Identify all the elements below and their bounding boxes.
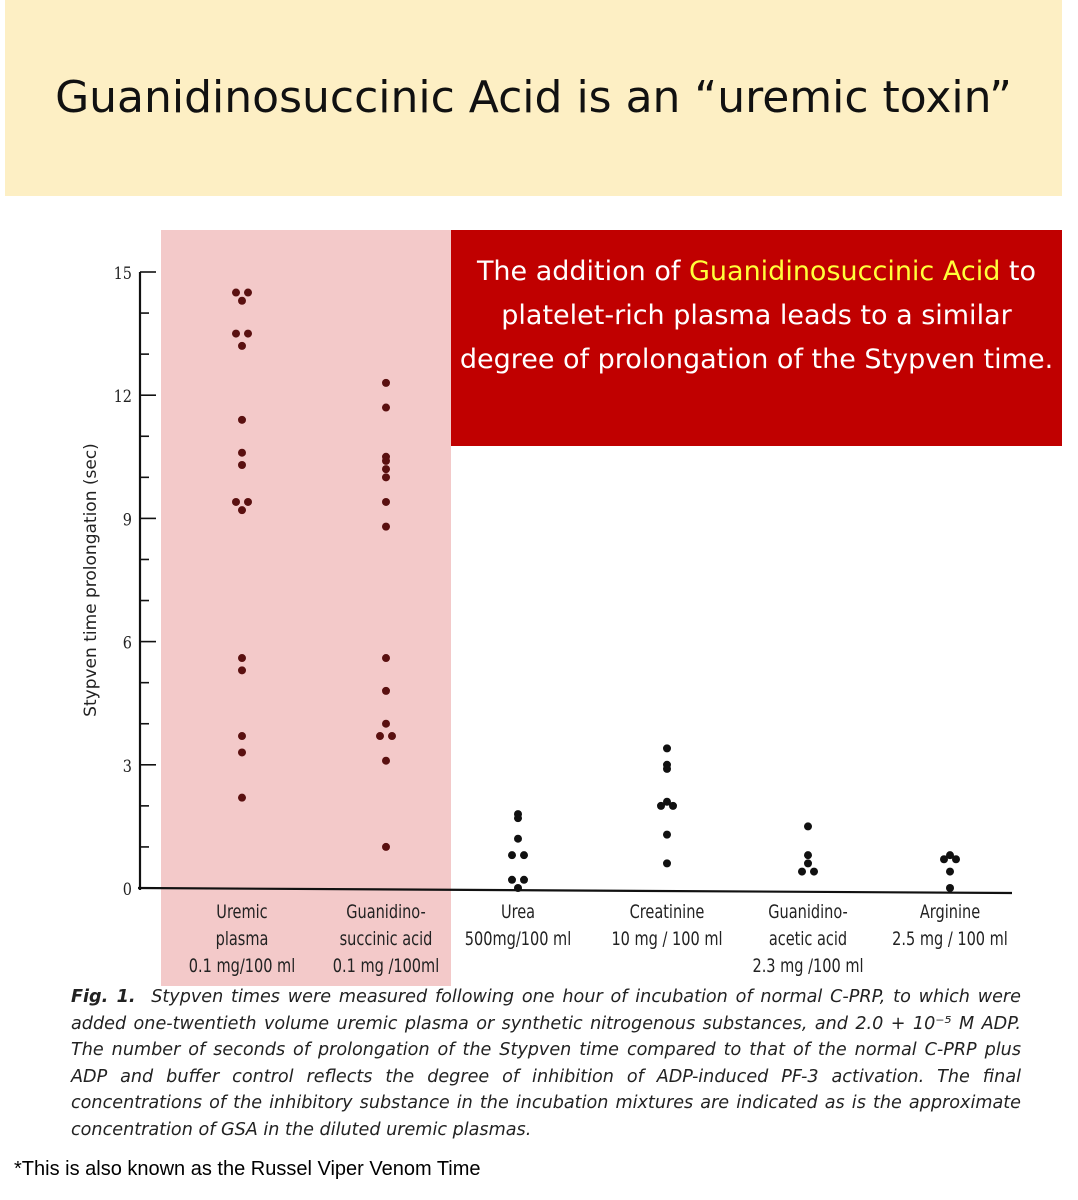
category-label: Guanidino-: [768, 901, 848, 924]
data-point: [804, 851, 812, 859]
category-label: 2.3 mg /100 ml: [752, 955, 864, 978]
data-point: [238, 506, 246, 514]
data-point: [238, 416, 246, 424]
data-point: [514, 835, 522, 843]
category-label: 0.1 mg/100 ml: [188, 955, 296, 978]
data-point: [810, 868, 818, 876]
data-point: [804, 822, 812, 830]
data-point: [382, 404, 390, 412]
data-point: [232, 330, 240, 338]
data-point: [382, 457, 390, 465]
category-label: Creatinine: [629, 901, 705, 924]
data-point: [238, 666, 246, 674]
data-point: [238, 748, 246, 756]
data-point: [232, 498, 240, 506]
y-tick-label: 12: [113, 386, 132, 407]
data-point: [663, 831, 671, 839]
data-point: [232, 289, 240, 297]
data-point: [238, 297, 246, 305]
category-label: 0.1 mg /100ml: [332, 955, 440, 978]
data-point: [382, 379, 390, 387]
data-point: [508, 851, 516, 859]
slide-title: Guanidinosuccinic Acid is an “uremic toxin”: [55, 72, 1012, 123]
data-point: [382, 473, 390, 481]
data-point: [238, 794, 246, 802]
category-label: Uremic: [216, 901, 268, 924]
data-point: [946, 884, 954, 892]
data-point: [244, 330, 252, 338]
category-label: Urea: [500, 901, 536, 924]
data-point: [238, 654, 246, 662]
data-point: [520, 876, 528, 884]
data-point: [382, 687, 390, 695]
data-point: [952, 855, 960, 863]
category-label: acetic acid: [768, 928, 848, 951]
data-point: [804, 859, 812, 867]
data-point: [238, 342, 246, 350]
category-label: plasma: [215, 928, 269, 951]
caption-text: Stypven times were measured following one hour of incubation of normal C-PRP, to which were added one-twentieth volume uremic plasma or synthetic nitrogenous substances, and 2.0 + 10⁻⁵ M ADP. The number of seconds of prolongation of the Stypven time compared to that of the normal C-PRP plus ADP and buffer control reflects the degree of inhibition of ADP-induced PF-3 activation. The final concentrations of the inhibitory substance in the incubation mixtures are indicated as is the approximate concentration of GSA in the diluted uremic plasmas.: [71, 987, 1021, 1140]
data-point: [663, 765, 671, 773]
y-tick-label: 3: [122, 755, 132, 777]
data-point: [663, 859, 671, 867]
data-point: [238, 449, 246, 457]
y-tick-label: 15: [113, 262, 132, 284]
data-point: [244, 498, 252, 506]
data-point: [798, 868, 806, 876]
data-point: [388, 732, 396, 740]
callout-text-before: The addition of: [476, 256, 689, 287]
x-axis-line: [138, 888, 1012, 893]
footnote: *This is also known as the Russel Viper Venom Time: [14, 1158, 481, 1180]
data-point: [382, 523, 390, 531]
figure-caption: [71, 984, 1021, 1143]
y-tick-label: 9: [122, 509, 132, 530]
data-point: [382, 757, 390, 765]
category-label: 2.5 mg / 100 ml: [892, 928, 1008, 951]
data-point: [238, 732, 246, 740]
data-point: [514, 814, 522, 822]
category-label: Guanidino-: [346, 901, 426, 924]
data-point: [940, 855, 948, 863]
category-label: 500mg/100 ml: [464, 928, 572, 951]
data-point: [244, 289, 252, 297]
data-point: [382, 843, 390, 851]
callout-highlight: Guanidinosuccinic Acid: [688, 256, 1001, 287]
data-point: [663, 744, 671, 752]
data-point: [382, 465, 390, 473]
data-point: [520, 851, 528, 859]
y-tick-label: 6: [122, 632, 132, 653]
data-point: [382, 720, 390, 728]
category-label: 10 mg / 100 ml: [611, 928, 723, 951]
callout-text-after: to platelet-rich plasma leads to a similar degree of prolongation of the Stypven time.: [459, 256, 1054, 375]
y-axis-label: Stypven time prolongation (sec): [81, 443, 101, 717]
y-tick-label: 0: [122, 878, 132, 900]
data-point: [382, 654, 390, 662]
category-label: succinic acid: [339, 928, 433, 951]
data-point: [657, 802, 665, 810]
data-point: [514, 884, 522, 892]
data-point: [382, 498, 390, 506]
callout-box: [451, 230, 1062, 446]
category-label: Arginine: [919, 901, 981, 924]
data-point: [508, 876, 516, 884]
caption-label: Fig. 1.: [71, 987, 136, 1007]
data-point: [946, 868, 954, 876]
data-point: [669, 802, 677, 810]
data-point: [376, 732, 384, 740]
data-point: [238, 461, 246, 469]
